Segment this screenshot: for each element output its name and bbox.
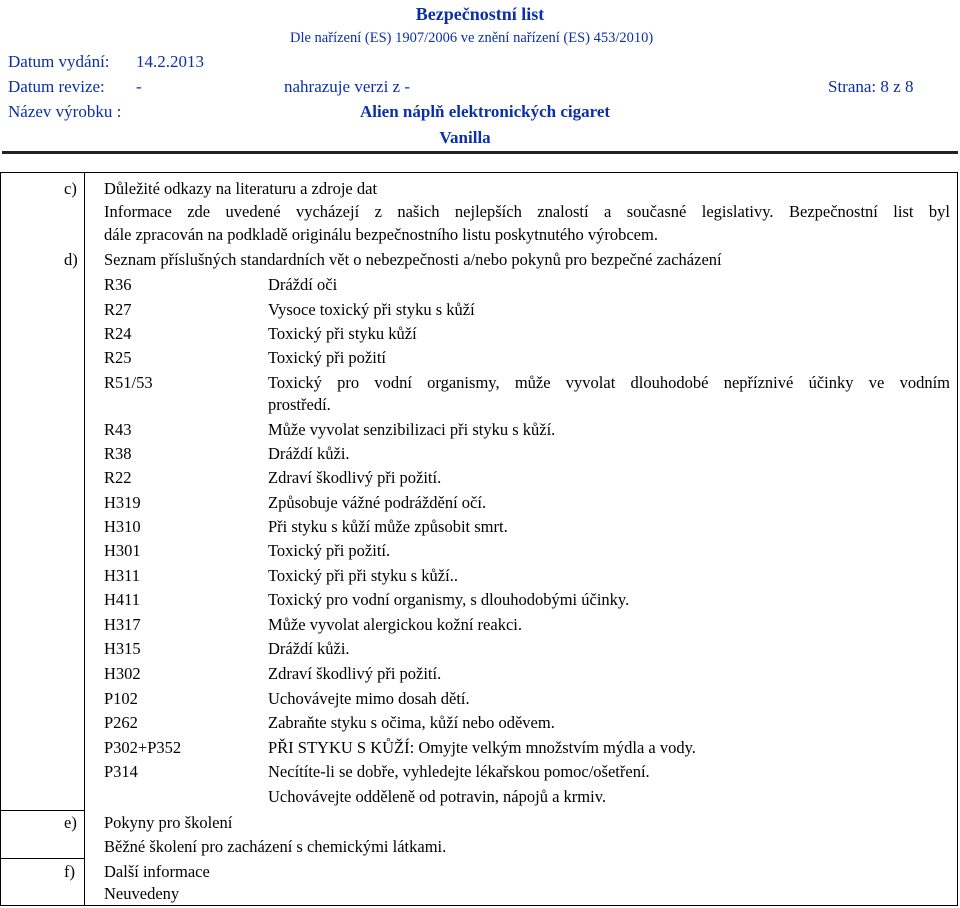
section-c-line2: dále zpracován na podkladě originálu bezpečnostního listu poskytnutého výrobcem.: [104, 225, 658, 244]
page-number: Strana: 8 z 8: [828, 77, 914, 96]
phrase-text: Dráždí kůži.: [268, 639, 350, 658]
phrase-code: H301: [104, 541, 141, 560]
phrase-code: R38: [104, 444, 132, 463]
phrase-code: R36: [104, 275, 132, 294]
phrase-code: R22: [104, 468, 132, 487]
phrase-code: P314: [104, 762, 138, 781]
phrase-text: Uchovávejte mimo dosah dětí.: [268, 689, 470, 708]
phrase-text: Toxický při požití.: [268, 541, 391, 560]
phrase-text: Toxický pro vodní organismy, s dlouhodobými účinky.: [268, 590, 630, 609]
phrase-code: R43: [104, 420, 132, 439]
phrase-text: Toxický pro vodní organismy, může vyvolat dlouhodobé nepříznivé účinky ve vodním: [268, 373, 950, 392]
phrase-code: H411: [104, 590, 141, 609]
section-e-title: Pokyny pro školení: [104, 813, 233, 832]
phrase-text: Může vyvolat senzibilizaci při styku s kůží.: [268, 420, 556, 439]
revision-label: Datum revize:: [8, 77, 105, 96]
product-name: Alien náplň elektronických cigaret: [359, 102, 611, 121]
section-f-line1: Neuvedeny: [104, 884, 180, 903]
issue-date-label: Datum vydání:: [8, 52, 110, 71]
row-divider-d-e: [0, 810, 85, 811]
phrase-code: H315: [104, 639, 141, 658]
regulation-reference: Dle nařízení (ES) 1907/2006 ve znění nařízení (ES) 453/2010): [290, 30, 654, 46]
phrase-code: H311: [104, 566, 141, 585]
section-d-letter: d): [64, 250, 78, 269]
phrase-text: PŘI STYKU S KŮŽÍ: Omyjte velkým množstvím mýdla a vody.: [268, 738, 696, 757]
phrase-text: Zdraví škodlivý při požití.: [268, 664, 442, 683]
phrase-code: P302+P352: [104, 738, 182, 757]
phrase-code: H302: [104, 664, 141, 683]
section-f-title: Další informace: [104, 862, 210, 881]
phrase-text: Dráždí oči: [268, 275, 338, 294]
header-divider: [2, 151, 958, 154]
phrase-text: Zdraví škodlivý při požití.: [268, 468, 442, 487]
phrase-code: H310: [104, 517, 141, 536]
phrase-text: Způsobuje vážné podráždění očí.: [268, 493, 487, 512]
phrase-text: Při styku s kůží může způsobit smrt.: [268, 517, 508, 536]
phrase-text: Vysoce toxický při styku s kůží: [268, 300, 475, 319]
phrase-code: P262: [104, 713, 138, 732]
phrase-code: H319: [104, 493, 141, 512]
section-d-title: Seznam příslušných standardních vět o nebezpečnosti a/nebo pokynů pro bezpečné zacházení: [104, 250, 722, 269]
phrase-text: Necítíte-li se dobře, vyhledejte lékařskou pomoc/ošetření.: [268, 762, 650, 781]
section-e-line1: Běžné školení pro zacházení s chemickými látkami.: [104, 837, 447, 856]
phrase-text: Toxický při při styku s kůží..: [268, 566, 458, 585]
section-c-title: Důležité odkazy na literaturu a zdroje dat: [104, 179, 378, 198]
phrase-text-continued: prostředí.: [268, 395, 331, 414]
phrase-code: R24: [104, 324, 132, 343]
phrase-code: R27: [104, 300, 132, 319]
letter-column-divider: [84, 172, 85, 906]
section-e-letter: e): [64, 813, 77, 832]
phrase-code: P102: [104, 689, 138, 708]
phrase-text: Dráždí kůži.: [268, 444, 350, 463]
phrase-text: Toxický při styku kůží: [268, 324, 417, 343]
revision-value: -: [136, 77, 142, 96]
phrase-code: R51/53: [104, 373, 153, 392]
section-f-letter: f): [64, 862, 75, 881]
row-divider-e-f: [0, 858, 85, 859]
replaces-version: nahrazuje verzi z -: [284, 77, 410, 96]
section-c-line1: Informace zde uvedené vycházejí z našich nejlepších znalostí a současné legislativy. Bezpečnostní list byl: [104, 202, 950, 221]
phrase-text: Může vyvolat alergickou kožní reakci.: [268, 615, 522, 634]
phrase-code: H317: [104, 615, 141, 634]
phrase-text: Toxický při požití: [268, 348, 386, 367]
phrase-text: Uchovávejte odděleně od potravin, nápojů a krmiv.: [268, 787, 606, 806]
phrase-text: Zabraňte styku s očima, kůží nebo oděvem.: [268, 713, 555, 732]
document-title: Bezpečnostní list: [415, 4, 545, 24]
issue-date: 14.2.2013: [136, 52, 204, 71]
product-label: Název výrobku :: [8, 102, 122, 121]
section-c-letter: c): [64, 179, 77, 198]
phrase-code: R25: [104, 348, 132, 367]
product-variant: Vanilla: [439, 128, 491, 147]
